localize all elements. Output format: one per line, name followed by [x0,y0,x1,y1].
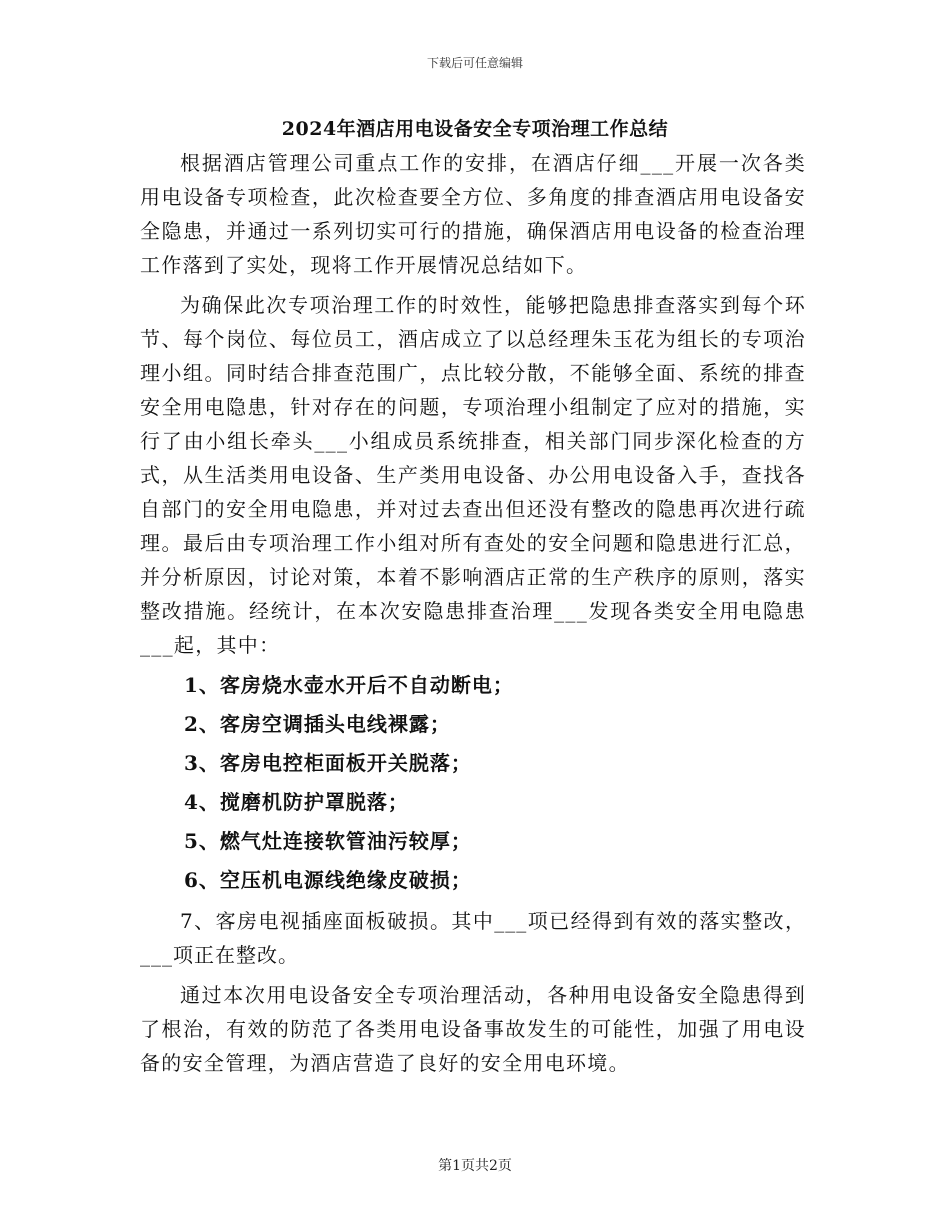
paragraph-intro: 根据酒店管理公司重点工作的安排，在酒店仔细___开展一次各类用电设备专项检查，此次检查要全方位、多角度的排查酒店用电设备安全隐患，并通过一系列切实可行的措施，确保酒店用电设备的检查治理工作落到了实处，现将工作开展情况总结如下。 [140,151,806,277]
list-item: 4、搅磨机防护罩脱落； [184,790,409,814]
list-item: 5、燃气灶连接软管油污较厚； [184,829,472,853]
page-number: 第1页共2页 [438,1158,512,1174]
document-body [140,146,806,1080]
paragraph-process: 为确保此次专项治理工作的时效性，能够把隐患排查落实到每个环节、每个岗位、每位员工，酒店成立了以总经理朱玉花为组长的专项治理小组。同时结合排查范围广，点比较分散，不能够全面、系统的排查安全用电隐患，针对存在的问题，专项治理小组制定了应对的措施，实行了由小组长牵头___小组成员系统排查，相关部门同步深化检查的方式，从生活类用电设备、生产类用电设备、办公用电设备入手，查找各自部门的安全用电隐患，并对过去查出但还没有整改的隐患再次进行疏理。最后由专项治理工作小组对所有查处的安全问题和隐患进行汇总，并分析原因，讨论对策，本着不影响酒店正常的生产秩序的原则，落实整改措施。经统计，在本次安隐患排查治理___发现各类安全用电隐患___起，其中： [140,293,806,657]
document-title: 2024年酒店用电设备安全专项治理工作总结 [281,118,669,140]
list-item: 6、空压机电源线绝缘皮破损； [184,868,472,892]
header-note: 下载后可任意编辑 [426,56,523,70]
paragraph-closing: 通过本次用电设备安全专项治理活动，各种用电设备安全隐患得到了根治，有效的防范了各类用电设备事故发生的可能性，加强了用电设备的安全管理，为酒店营造了良好的安全用电环境。 [140,983,806,1075]
list-item: 1、客房烧水壶水开后不自动断电； [184,673,514,697]
list-item-final: 7、客房电视插座面板破损。其中___项已经得到有效的落实整改，___项正在整改。 [140,909,806,967]
list-item: 3、客房电控柜面板开关脱落； [184,751,472,775]
list-item: 2、客房空调插头电线裸露； [184,712,451,736]
